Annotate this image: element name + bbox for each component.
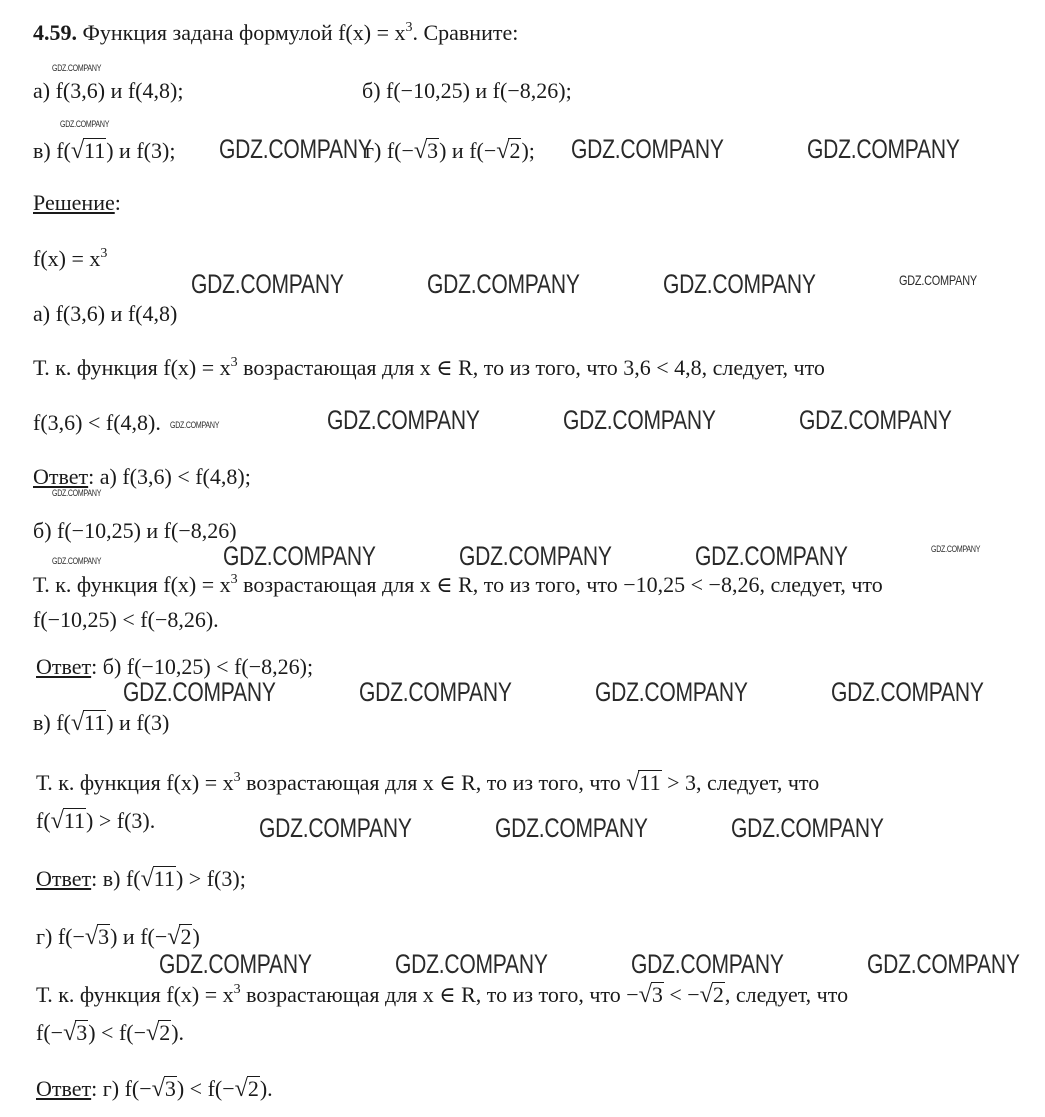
watermark: GDZ.COMPANY (52, 556, 102, 566)
radicand: 3 (427, 138, 439, 163)
radical-sign: √ (234, 1076, 248, 1102)
radical-sign: √ (70, 138, 85, 164)
watermark: GDZ.COMPANY (223, 541, 376, 571)
reason-prefix: Т. к. функция f(x) = x (36, 770, 234, 795)
watermark: GDZ.COMPANY (159, 949, 312, 979)
answer-label: Ответ (36, 866, 92, 891)
problem-number: 4.59. (33, 20, 77, 45)
sqrt-3 (85, 924, 110, 949)
sqrt-11 (626, 770, 661, 795)
reason-middle-2: < − (663, 982, 700, 1007)
radicand: 2 (159, 1020, 171, 1045)
sqrt-3 (414, 138, 439, 163)
title-prefix: в) f( (33, 710, 71, 735)
reason-suffix: , следует, что (724, 982, 849, 1007)
radical-sign: √ (63, 1020, 77, 1046)
radical-sign: √ (167, 924, 181, 950)
problem-header (33, 22, 518, 44)
task-v (33, 138, 175, 163)
watermark: GDZ.COMPANY (52, 488, 102, 498)
power-superscript: 3 (233, 982, 241, 997)
task-g (365, 138, 535, 163)
watermark: GDZ.COMPANY (427, 269, 580, 299)
power-superscript: 3 (405, 20, 413, 35)
part-a-title: а) f(3,6) и f(4,8) (33, 301, 178, 326)
conclusion-suffix: ) > f(3). (86, 808, 156, 833)
conclusion-prefix: f( (36, 808, 51, 833)
watermark: GDZ.COMPANY (631, 949, 784, 979)
task-g-prefix: г) f(− (365, 138, 414, 163)
watermark: GDZ.COMPANY (259, 813, 412, 843)
part-a-conclusion: f(3,6) < f(4,8). (33, 410, 161, 435)
part-g-title (36, 924, 200, 949)
radicand: 2 (712, 982, 724, 1007)
task-v-suffix: ) и f(3); (106, 138, 176, 163)
conclusion-middle: ) < f(− (88, 1020, 147, 1045)
sqrt-3 (63, 1020, 88, 1045)
reason-prefix: Т. к. функция f(x) = x (33, 572, 231, 597)
watermark: GDZ.COMPANY (60, 119, 110, 129)
title-middle: ) и f(− (110, 924, 168, 949)
radicand: 3 (651, 982, 663, 1007)
reason-suffix: > 3, следует, что (661, 770, 820, 795)
watermark: GDZ.COMPANY (52, 63, 102, 73)
watermark: GDZ.COMPANY (799, 405, 952, 435)
radical-sign: √ (638, 982, 652, 1008)
task-b: б) f(−10,25) и f(−8,26); (362, 78, 572, 103)
watermark: GDZ.COMPANY (359, 677, 512, 707)
radicand: 11 (84, 710, 106, 735)
watermark: GDZ.COMPANY (695, 541, 848, 571)
watermark: GDZ.COMPANY (807, 134, 960, 164)
power-superscript: 3 (100, 246, 108, 261)
radical-sign: √ (699, 982, 713, 1008)
watermark: GDZ.COMPANY (731, 813, 884, 843)
sqrt-11 (141, 866, 176, 891)
sqrt-11 (51, 808, 86, 833)
sqrt-2 (146, 1020, 171, 1045)
reason-middle: возрастающая для x ∈ R, то из того, что − (240, 982, 639, 1007)
solution-heading-text: Решение (33, 190, 115, 215)
radical-sign: √ (70, 710, 85, 736)
reason-prefix: Т. к. функция f(x) = x (33, 355, 231, 380)
sqrt-11 (71, 710, 106, 735)
part-b-conclusion: f(−10,25) < f(−8,26). (33, 607, 219, 632)
radical-sign: √ (146, 1020, 160, 1046)
power-superscript: 3 (230, 355, 238, 370)
radical-sign: √ (84, 924, 99, 950)
answer-text: : б) f(−10,25) < f(−8,26); (91, 654, 314, 679)
sqrt-2 (700, 982, 725, 1007)
radicand: 2 (247, 1076, 259, 1101)
watermark: GDZ.COMPANY (663, 269, 816, 299)
sqrt-2 (496, 138, 521, 163)
solution-heading-colon: : (114, 190, 121, 215)
sqrt-2 (235, 1076, 260, 1101)
part-a-reason (33, 357, 825, 379)
watermark: GDZ.COMPANY (571, 134, 724, 164)
power-superscript: 3 (233, 770, 241, 785)
title-suffix: ) (192, 924, 200, 949)
watermark: GDZ.COMPANY (563, 405, 716, 435)
sqrt-3 (152, 1076, 177, 1101)
reason-middle: возрастающая для x ∈ R, то из того, что (240, 770, 627, 795)
answer-middle: ) < f(− (176, 1076, 235, 1101)
watermark: GDZ.COMPANY (170, 420, 220, 430)
answer-prefix: : в) f( (91, 866, 141, 891)
sqrt-2 (167, 924, 192, 949)
radicand: 11 (63, 808, 86, 833)
watermark: GDZ.COMPANY (191, 269, 344, 299)
watermark: GDZ.COMPANY (931, 544, 981, 554)
watermark: GDZ.COMPANY (327, 405, 480, 435)
radical-sign: √ (50, 808, 64, 834)
answer-prefix: : г) f(− (91, 1076, 152, 1101)
radicand: 2 (180, 924, 192, 949)
sqrt-3 (639, 982, 664, 1007)
task-a: а) f(3,6) и f(4,8); (33, 78, 184, 103)
part-v-conclusion (36, 808, 155, 833)
power-superscript: 3 (230, 572, 238, 587)
reason-suffix: возрастающая для x ∈ R, то из того, что 3,6 < 4,8, следует, что (237, 355, 825, 380)
answer-text: : а) f(3,6) < f(4,8); (88, 464, 251, 489)
watermark: GDZ.COMPANY (867, 949, 1020, 979)
reason-prefix: Т. к. функция f(x) = x (36, 982, 234, 1007)
radicand: 3 (164, 1076, 176, 1101)
radical-sign: √ (140, 866, 154, 892)
part-a-answer (33, 466, 251, 488)
radicand: 3 (76, 1020, 88, 1045)
watermark: GDZ.COMPANY (395, 949, 548, 979)
part-b-title: б) f(−10,25) и f(−8,26) (33, 518, 237, 543)
part-g-conclusion (36, 1020, 184, 1045)
part-v-reason (36, 770, 819, 795)
part-b-answer (36, 656, 313, 678)
answer-label: Ответ (33, 464, 89, 489)
watermark: GDZ.COMPANY (219, 134, 372, 164)
sqrt-11 (71, 138, 106, 163)
problem-statement: Функция задана формулой f(x) = x (82, 20, 406, 45)
answer-label: Ответ (36, 654, 92, 679)
part-v-answer (36, 866, 246, 891)
radical-sign: √ (413, 138, 428, 164)
radicand: 3 (98, 924, 110, 949)
task-v-prefix: в) f( (33, 138, 71, 163)
answer-suffix: ). (259, 1076, 273, 1101)
part-b-reason (33, 574, 883, 596)
watermark: GDZ.COMPANY (831, 677, 984, 707)
radical-sign: √ (496, 138, 510, 164)
conclusion-prefix: f(− (36, 1020, 64, 1045)
problem-statement-end: . Сравните: (412, 20, 519, 45)
title-prefix: г) f(− (36, 924, 85, 949)
radicand: 11 (84, 138, 106, 163)
watermark: GDZ.COMPANY (595, 677, 748, 707)
formula-text: f(x) = x (33, 246, 101, 271)
watermark: GDZ.COMPANY (495, 813, 648, 843)
watermark: GDZ.COMPANY (123, 677, 276, 707)
radical-sign: √ (626, 770, 640, 796)
part-v-title (33, 710, 169, 735)
answer-suffix: ) > f(3); (175, 866, 246, 891)
part-g-reason (36, 982, 848, 1007)
radicand: 11 (153, 866, 175, 891)
solution-heading (33, 192, 121, 214)
task-g-suffix: ); (521, 138, 535, 163)
task-g-middle: ) и f(− (439, 138, 497, 163)
radicand: 2 (509, 138, 521, 163)
solution-formula (33, 248, 107, 270)
answer-label: Ответ (36, 1076, 92, 1101)
radical-sign: √ (151, 1076, 165, 1102)
watermark: GDZ.COMPANY (899, 272, 977, 288)
watermark: GDZ.COMPANY (459, 541, 612, 571)
conclusion-suffix: ). (171, 1020, 185, 1045)
reason-suffix: возрастающая для x ∈ R, то из того, что −10,25 < −8,26, следует, что (237, 572, 883, 597)
part-g-answer (36, 1076, 273, 1101)
title-suffix: ) и f(3) (106, 710, 170, 735)
radicand: 11 (639, 770, 661, 795)
